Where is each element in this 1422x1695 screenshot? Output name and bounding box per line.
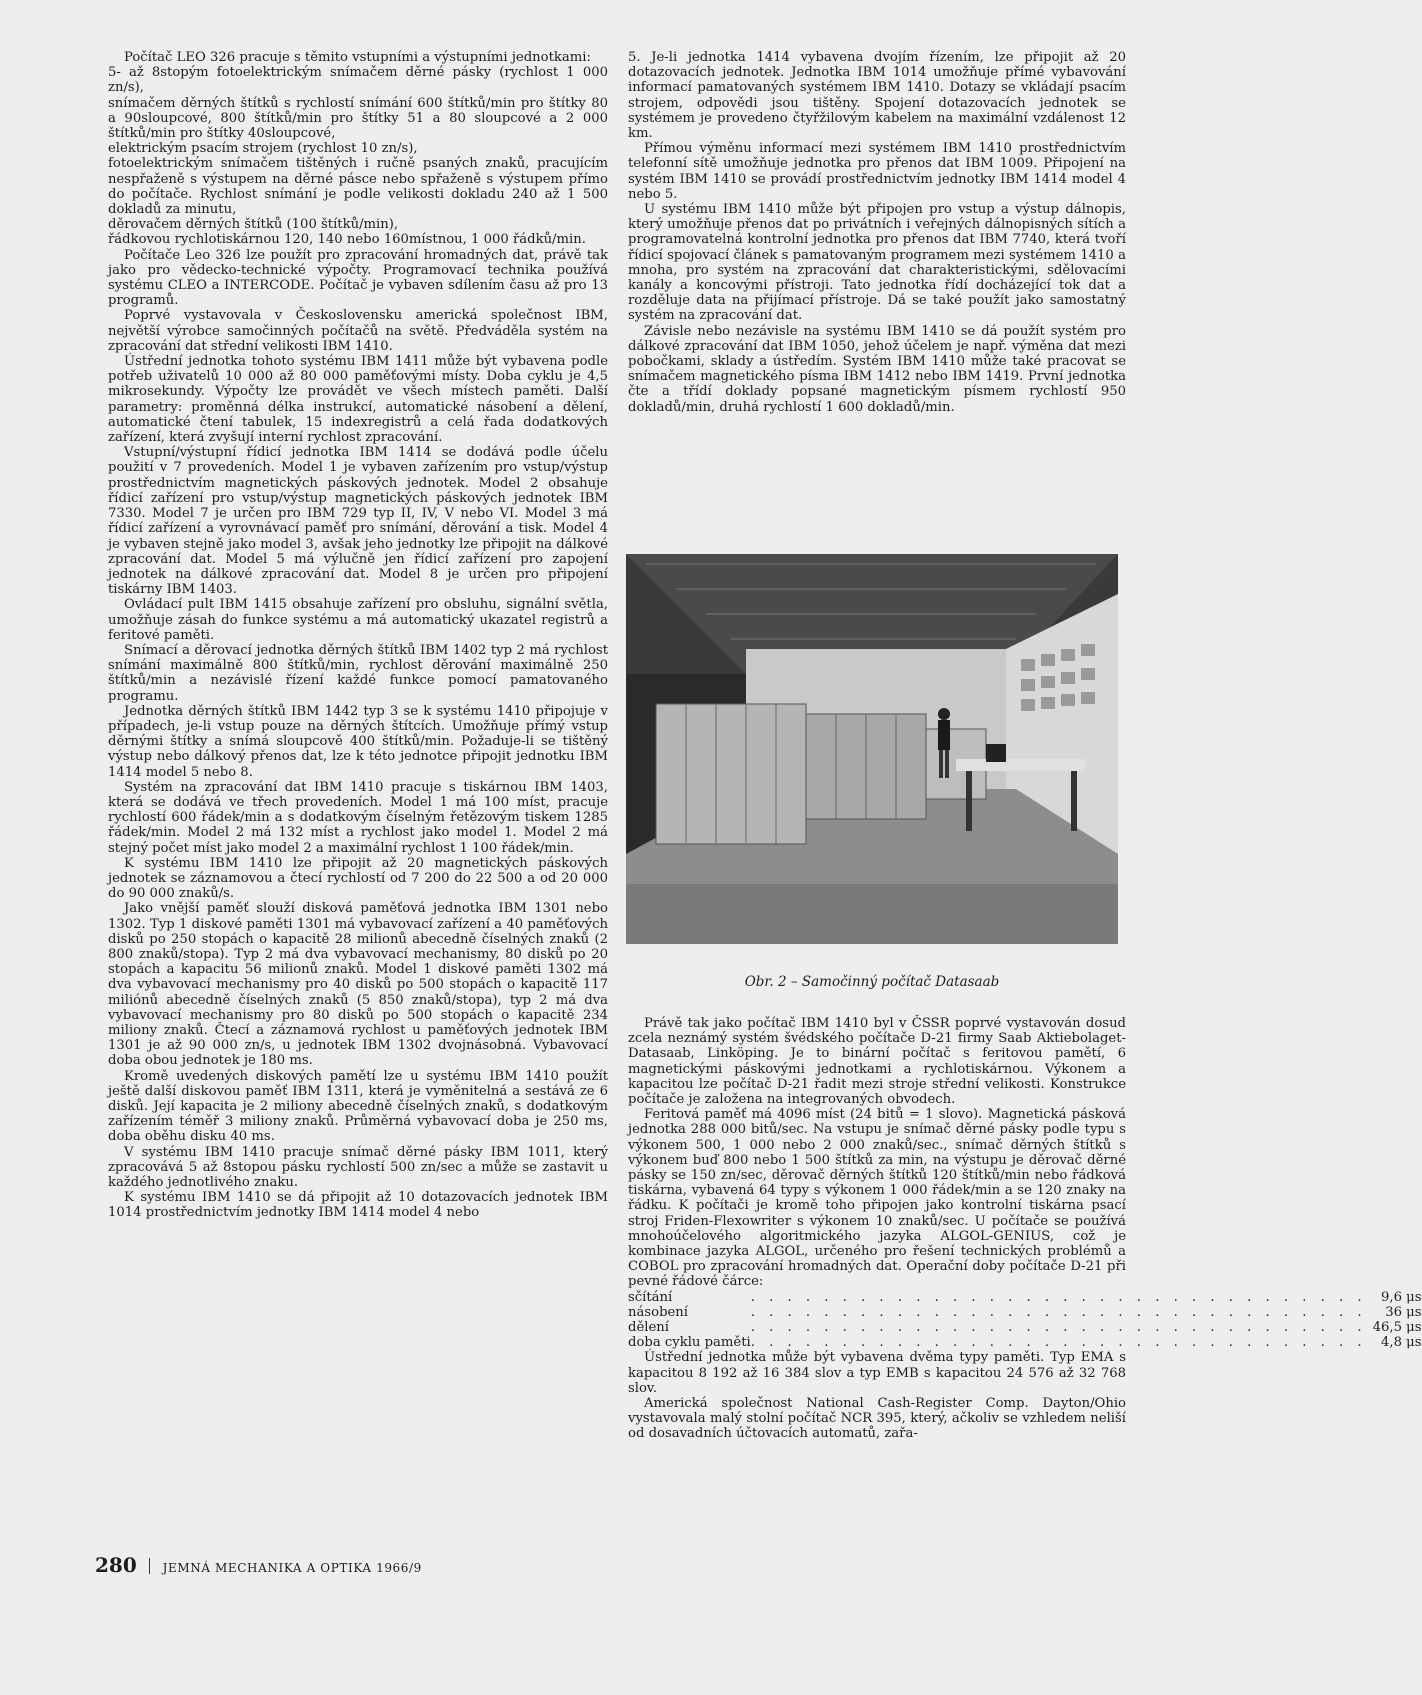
operation-label: sčítání [628,1289,673,1305]
leader-dots: . . . . . . . . . . . . . . . . . . . . . . . . . . . . . . . . . . [750,1289,1367,1305]
paragraph: Ústřední jednotka může být vybavena dvěma typy paměti. Typ EMA s kapacitou 8 192 až 16 384 slov a typ EMB s kapacitou 24 576 až 32 768 slov. [628,1350,1126,1396]
paragraph: Poprvé vystavovala v Československu americká společnost IBM, největší výrobce samočinných počítačů na světě. Předváděla systém na zpracování dat střední velikosti IBM 1410. [108,308,608,354]
paragraph: Jako vnější paměť slouží disková paměťová jednotka IBM 1301 nebo 1302. Typ 1 diskové paměti 1301 má vybavovací zařízení a 40 paměťových disků po 250 stopách o kapacitě 28 milionů abecedně číselných znaků (2 800 znaků/stopa). Typ 2 má dva vybavovací mechanismy, 80 disků po 20 stopách a kapacitu 56 milionů znaků. Model 1 diskové paměti 1302 má dva vybavovací mechanismy pro 40 disků po 500 stopách o kapacitě 117 miliónů abecedně číselných znaků (5 850 znaků/stopa), typ 2 má dva vybavovací mechanismy pro 80 disků po 500 stopách o kapacitě 234 miliony znaků. Čtecí a záznamová rychlost u paměťových jednotek IBM 1301 je až 90 000 zn/s, u jednotek IBM 1302 dvojnásobná. Vybavovací doba obou jednotek je 180 ms. [108,901,608,1069]
computer-room-image [626,554,1118,944]
paragraph: Právě tak jako počítač IBM 1410 byl v ČSSR poprvé vystavován dosud zcela neznámý systém švédského počítače D-21 firmy Saab Aktiebolaget-Datasaab, Linköping. Je to binární počítač s feritovou pamětí, 6 magnetickými páskovými jednotkami a rychlotiskárnou. Výkonem a kapacitou lze počítač D-21 řadit mezi stroje střední velikosti. Konstrukce počítače je založena na integrovaných obvodech. [628,1016,1126,1108]
paragraph: Počítač LEO 326 pracuje s těmito vstupními a výstupními jednotkami: [124,50,591,65]
paragraph: děrovačem děrných štítků (100 štítků/min), [108,217,399,233]
paragraph: Vstupní/výstupní řídicí jednotka IBM 1414 se dodává podle účelu použití v 7 provedeních. Model 1 je vybaven zařízením pro vstup/výstup prostřednictvím magnetických páskových jednotek. Model 2 obsahuje řídicí zařízení pro vstup/výstup magnetických páskových jednotek IBM 7330. Model 7 je určen pro IBM 729 typ II, IV, V nebo VI. Model 3 má řídicí zařízení a vyrovnávací paměť pro snímání, děrování a tisk. Model 4 je vybaven stejně jako model 3, avšak jeho jednotky lze připojit na dálkové zpracování dat. Model 5 má výlučně jen řídicí zařízení pro zapojení jednotek na dálkové zpracování dat. Model 8 je určen pro připojení tiskárny IBM 1403. [108,445,608,598]
paragraph: Jednotka děrných štítků IBM 1442 typ 3 se k systému 1410 připojuje v případech, je-li vstup pouze na děrných štítcích. Umožňuje přímý vstup děrnými štítky a snímá sloupcově 400 štítků/min. Požaduje-li se tištěný výstup nebo dálkový přenos dat, lze k této jednotce připojit jednotku IBM 1414 model 5 nebo 8. [108,703,608,780]
paragraph: fotoelektrickým snímačem tištěných i ručně psaných znaků, pracujícím nespřaženě s výstupem na děrné pásce nebo spřaženě s výstupem přímo do počítače. Rychlost snímání je podle velikosti dokladu 240 až 1 500 dokladů za minutu, [108,156,608,218]
operation-label: dělení [628,1320,669,1336]
paragraph: K systému IBM 1410 se dá připojit až 10 dotazovacích jednotek IBM 1014 prostřednictvím jednotky IBM 1414 model 4 nebo [108,1190,608,1221]
datasaab-photo [626,554,1118,944]
journal-name: JEMNÁ MECHANIKA A OPTIKA 1966/9 [162,1561,422,1575]
paragraph: 5- až 8stopým fotoelektrickým snímačem děrné pásky (rychlost 1 000 zn/s), [108,65,608,96]
operation-value: 9,6 μs [1381,1289,1422,1305]
operation-label: doba cyklu paměti [628,1335,751,1351]
leader-dots: . . . . . . . . . . . . . . . . . . . . . . . . . . . . . . . . . . [750,1320,1367,1336]
leader-dots: . . . . . . . . . . . . . . . . . . . . . . . . . . . . . . . . . . [750,1335,1367,1351]
operation-value: 36 μs [1385,1304,1422,1320]
paragraph: Americká společnost National Cash-Register Comp. Dayton/Ohio vystavovala malý stolní počítač NCR 395, který, ačkoliv se vzhledem neliší od dosavadních účtovacích automatů, zařa- [628,1396,1126,1442]
operation-time-row [628,1290,1422,1305]
paragraph: Přímou výměnu informací mezi systémem IBM 1410 prostřednictvím telefonní sítě umožňuje jednotka pro přenos dat IBM 1009. Připojení na systém IBM 1410 se provádí prostřednictvím jednotky IBM 1414 model 4 nebo 5. [628,141,1126,202]
paragraph: K systému IBM 1410 lze připojit až 20 magnetických páskových jednotek se záznamovou a čtecí rychlostí od 7 200 do 22 500 a od 20 000 do 90 000 znaků/s. [108,855,608,902]
right-column-top [628,50,1126,415]
operation-time-row [628,1305,1422,1320]
operation-time-row [628,1335,1422,1350]
paragraph: Systém na zpracování dat IBM 1410 pracuje s tiskárnou IBM 1403, která se dodává ve třech provedeních. Model 1 má 100 míst, pracuje rychlostí 600 řádek/min a s dodatkovým číselným řetězovým tiskem 1285 řádek/min. Model 2 má 132 míst a rychlost jako model 1. Model 2 má stejný počet míst jako model 2 a maximální rychlost 1 100 řádek/min. [108,779,608,856]
paragraph: Počítače Leo 326 lze použít pro zpracování hromadných dat, právě tak jako pro vědecko-technické výpočty. Programovací technika používá systému CLEO a INTERCODE. Počítač je vybaven sdílením času až pro 13 programů. [108,247,608,309]
paragraph: 5. Je-li jednotka 1414 vybavena dvojím řízením, lze připojit až 20 dotazovacích jednotek. Jednotka IBM 1014 umožňuje přímé vybavování informací pamatovaných systémem IBM 1410. Dotazy se vkládají psacím strojem, odpovědi jsou tištěny. Spojení dotazovacích jednotek se systémem je provedeno čtyřžilovým kabelem na maximální vzdálenost 12 km. [628,50,1126,142]
paragraph: Závisle nebo nezávisle na systému IBM 1410 se dá použít systém pro dálkové zpracování dat IBM 1050, jehož účelem je např. výměna dat mezi pobočkami, sklady a ústředím. Systém IBM 1410 může také pracovat se snímačem magnetického písma IBM 1412 nebo IBM 1419. První jednotka čte a třídí doklady popsané magnetickým písmem rychlostí 950 dokladů/min, druhá rychlostí 1 600 dokladů/min. [628,323,1126,415]
operation-value: 46,5 μs [1372,1320,1422,1336]
operation-times-table [628,1290,1422,1351]
operation-time-row [628,1320,1422,1335]
figure-caption: Obr. 2 – Samočinný počítač Datasaab [744,974,1000,990]
left-column [108,50,608,1221]
operation-value: 4,8 μs [1381,1335,1422,1351]
paragraph: Ústřední jednotka tohoto systému IBM 1411 může být vybavena podle potřeb uživatelů 10 000 až 80 000 paměťovými místy. Doba cyklu je 4,5 mikrosekundy. Výpočty lze provádět ve všech místech paměti. Další parametry: proměnná délka instrukcí, automatické násobení a dělení, automatické čtení tabulek, 15 indexregistrů a celá řada dodatkových zařízení, která zvyšují interní rychlost zpracování. [108,354,608,446]
paragraph: Feritová paměť má 4096 míst (24 bitů = 1 slovo). Magnetická pásková jednotka 288 000 bitů/sec. Na vstupu je snímač děrné pásky podle typu s výkonem 500, 1 000 nebo 2 000 znaků/sec., snímač děrných štítků s výkonem buď 800 nebo 1 500 štítků za min, na výstupu je děrovač děrné pásky se 150 zn/sec, děrovač děrných štítků 120 štítků/min nebo řádková tiskárna, vybavená 64 typy s výkonem 1 000 řádek/min a se 120 znaky na řádku. K počítači je kromě toho připojen jako kontrolní tiskárna psací stroj Friden-Flexowriter s výkonem 10 znaků/sec. U počítače se používá mnohoúčelového algoritmického jazyka ALGOL-GENIUS, což je kombinace jazyka ALGOL, určeného pro řešení technických problémů a COBOL pro zpracování hromadných dat. Operační doby počítače D-21 při pevné řádové čárce: [628,1107,1126,1290]
paragraph: Snímací a děrovací jednotka děrných štítků IBM 1402 typ 2 má rychlost snímání maximálně 800 štítků/min, rychlost děrování maximálně 250 štítků/min a nezávislé řízení každé funkce pomocí pamatovaného programu. [108,642,608,704]
page-number: 280 [95,1553,137,1577]
paragraph: řádkovou rychlotiskárnou 120, 140 nebo 160místnou, 1 000 řádků/min. [108,232,586,248]
right-column-bottom [628,1016,1422,1442]
paragraph: U systému IBM 1410 může být připojen pro vstup a výstup dálnopis, který umožňuje přenos dat po privátních i veřejných dálnopisných sítích a programovatelná kontrolní jednotka pro přenos dat IBM 7740, která tvoří řídicí spojovací článek s pamatovaným programem mezi systémem 1410 a mnoha, pro systém na zpracování dat charakteristickými, sdělovacími kanály a koncovými přístroji. Tato jednotka řídí docházející tok dat a rozděluje data na přijímací přístroje. Dá se také použít jako samostatný systém na zpracování dat. [628,202,1126,324]
paragraph: Kromě uvedených diskových pamětí lze u systému IBM 1410 použít ještě další diskovou paměť IBM 1311, která je vyměnitelná a sestává ze 6 disků. Její kapacita je 2 miliony abecedně číselných znaků, s dodatkovým zařízením téměř 3 miliony znaků. Průměrná vybavovací doba je 250 ms, doba oběhu disku 40 ms. [108,1068,608,1145]
paragraph: snímačem děrných štítků s rychlostí snímání 600 štítků/min pro štítky 80 a 90sloupcové, 800 štítků/min pro štítky 51 a 80 sloupcové a 2 000 štítků/min pro štítky 40sloupcové, [108,95,608,142]
operation-label: násobení [628,1304,689,1320]
footer-divider [149,1558,150,1574]
leader-dots: . . . . . . . . . . . . . . . . . . . . . . . . . . . . . . . . . . [750,1304,1367,1320]
paragraph: V systému IBM 1410 pracuje snímač děrné pásky IBM 1011, který zpracovává 5 až 8stopou pásku rychlostí 500 zn/sec a může se zastavit u každého jednotlivého znaku. [108,1144,608,1191]
paragraph: elektrickým psacím strojem (rychlost 10 zn/s), [108,141,418,157]
paragraph: Ovládací pult IBM 1415 obsahuje zařízení pro obsluhu, signální světla, umožňuje zásah do funkce systému a má automatický ukazatel registrů a feritové paměti. [108,597,608,643]
page-footer [95,1553,422,1577]
